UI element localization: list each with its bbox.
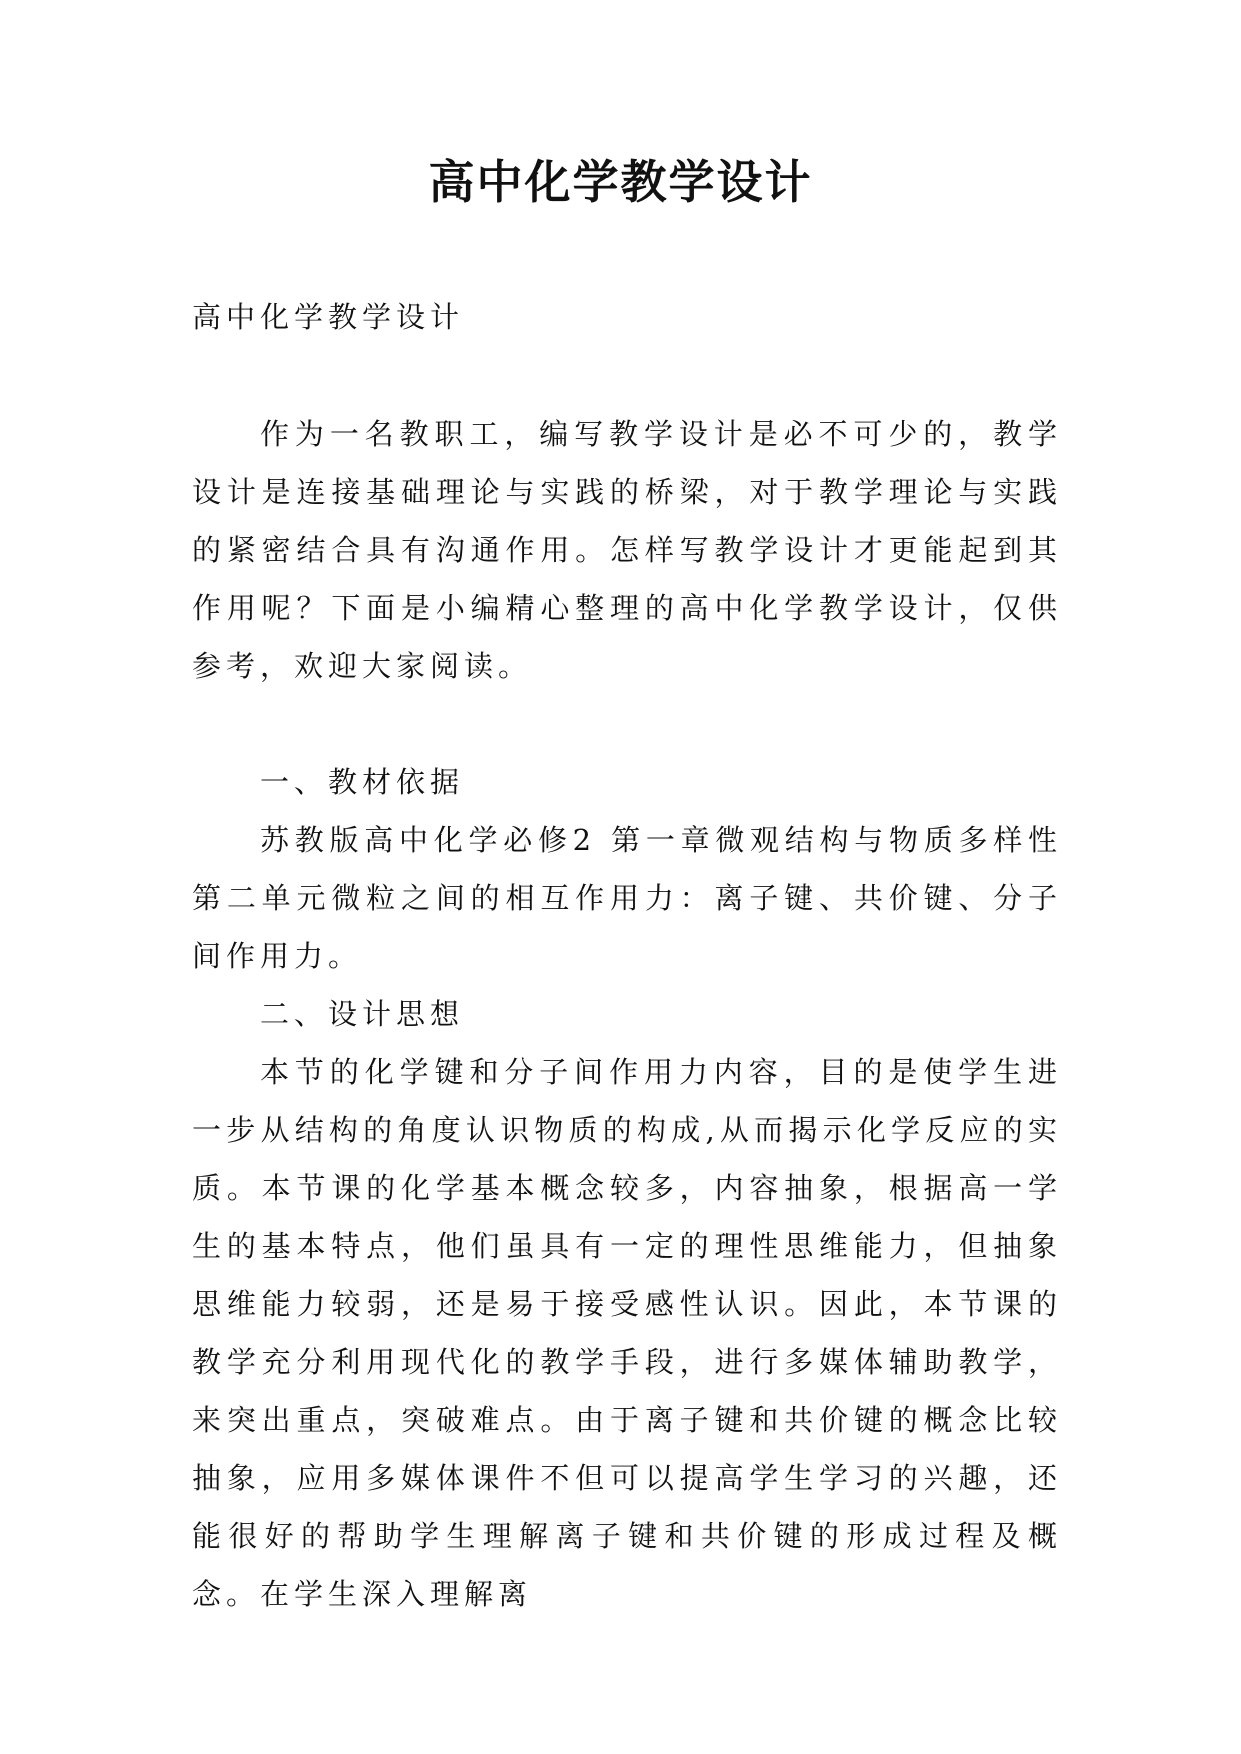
section-heading: 二、设计思想	[260, 997, 465, 1031]
section-paragraph: 本节的化学键和分子间作用力内容，目的是使学生进一步从结构的角度认识物质的构成,从而揭示化学反应的实质。本节课的化学基本概念较多，内容抽象，根据高一学生的基本特点，他们虽具有一定的理性思维能力，但抽象思维能力较弱，还是易于接受感性认识。因此，本节课的教学充分利用现代化的教学手段，进行多媒体辅助教学，来突出重点，突破难点。由于离子键和共价键的概念比较抽象，应用多媒体课件不但可以提高学生学习的兴趣，还能很好的帮助学生理解离子键和共价键的形成过程及概念。在学生深入理解离	[192, 1055, 1062, 1611]
document-title: 高中化学教学设计	[428, 155, 813, 209]
document-subtitle: 高中化学教学设计	[192, 300, 465, 334]
intro-paragraph: 作为一名教职工，编写教学设计是必不可少的，教学设计是连接基础理论与实践的桥梁，对于教学理论与实践的紧密结合具有沟通作用。怎样写教学设计才更能起到其作用呢？下面是小编精心整理的高中化学教学设计，仅供参考，欢迎大家阅读。	[192, 417, 1062, 683]
section-heading: 一、教材依据	[260, 765, 465, 799]
section-paragraph: 苏教版高中化学必修2 第一章微观结构与物质多样性 第二单元微粒之间的相互作用力：离子键、共价键、分子间作用力。	[192, 823, 1062, 973]
